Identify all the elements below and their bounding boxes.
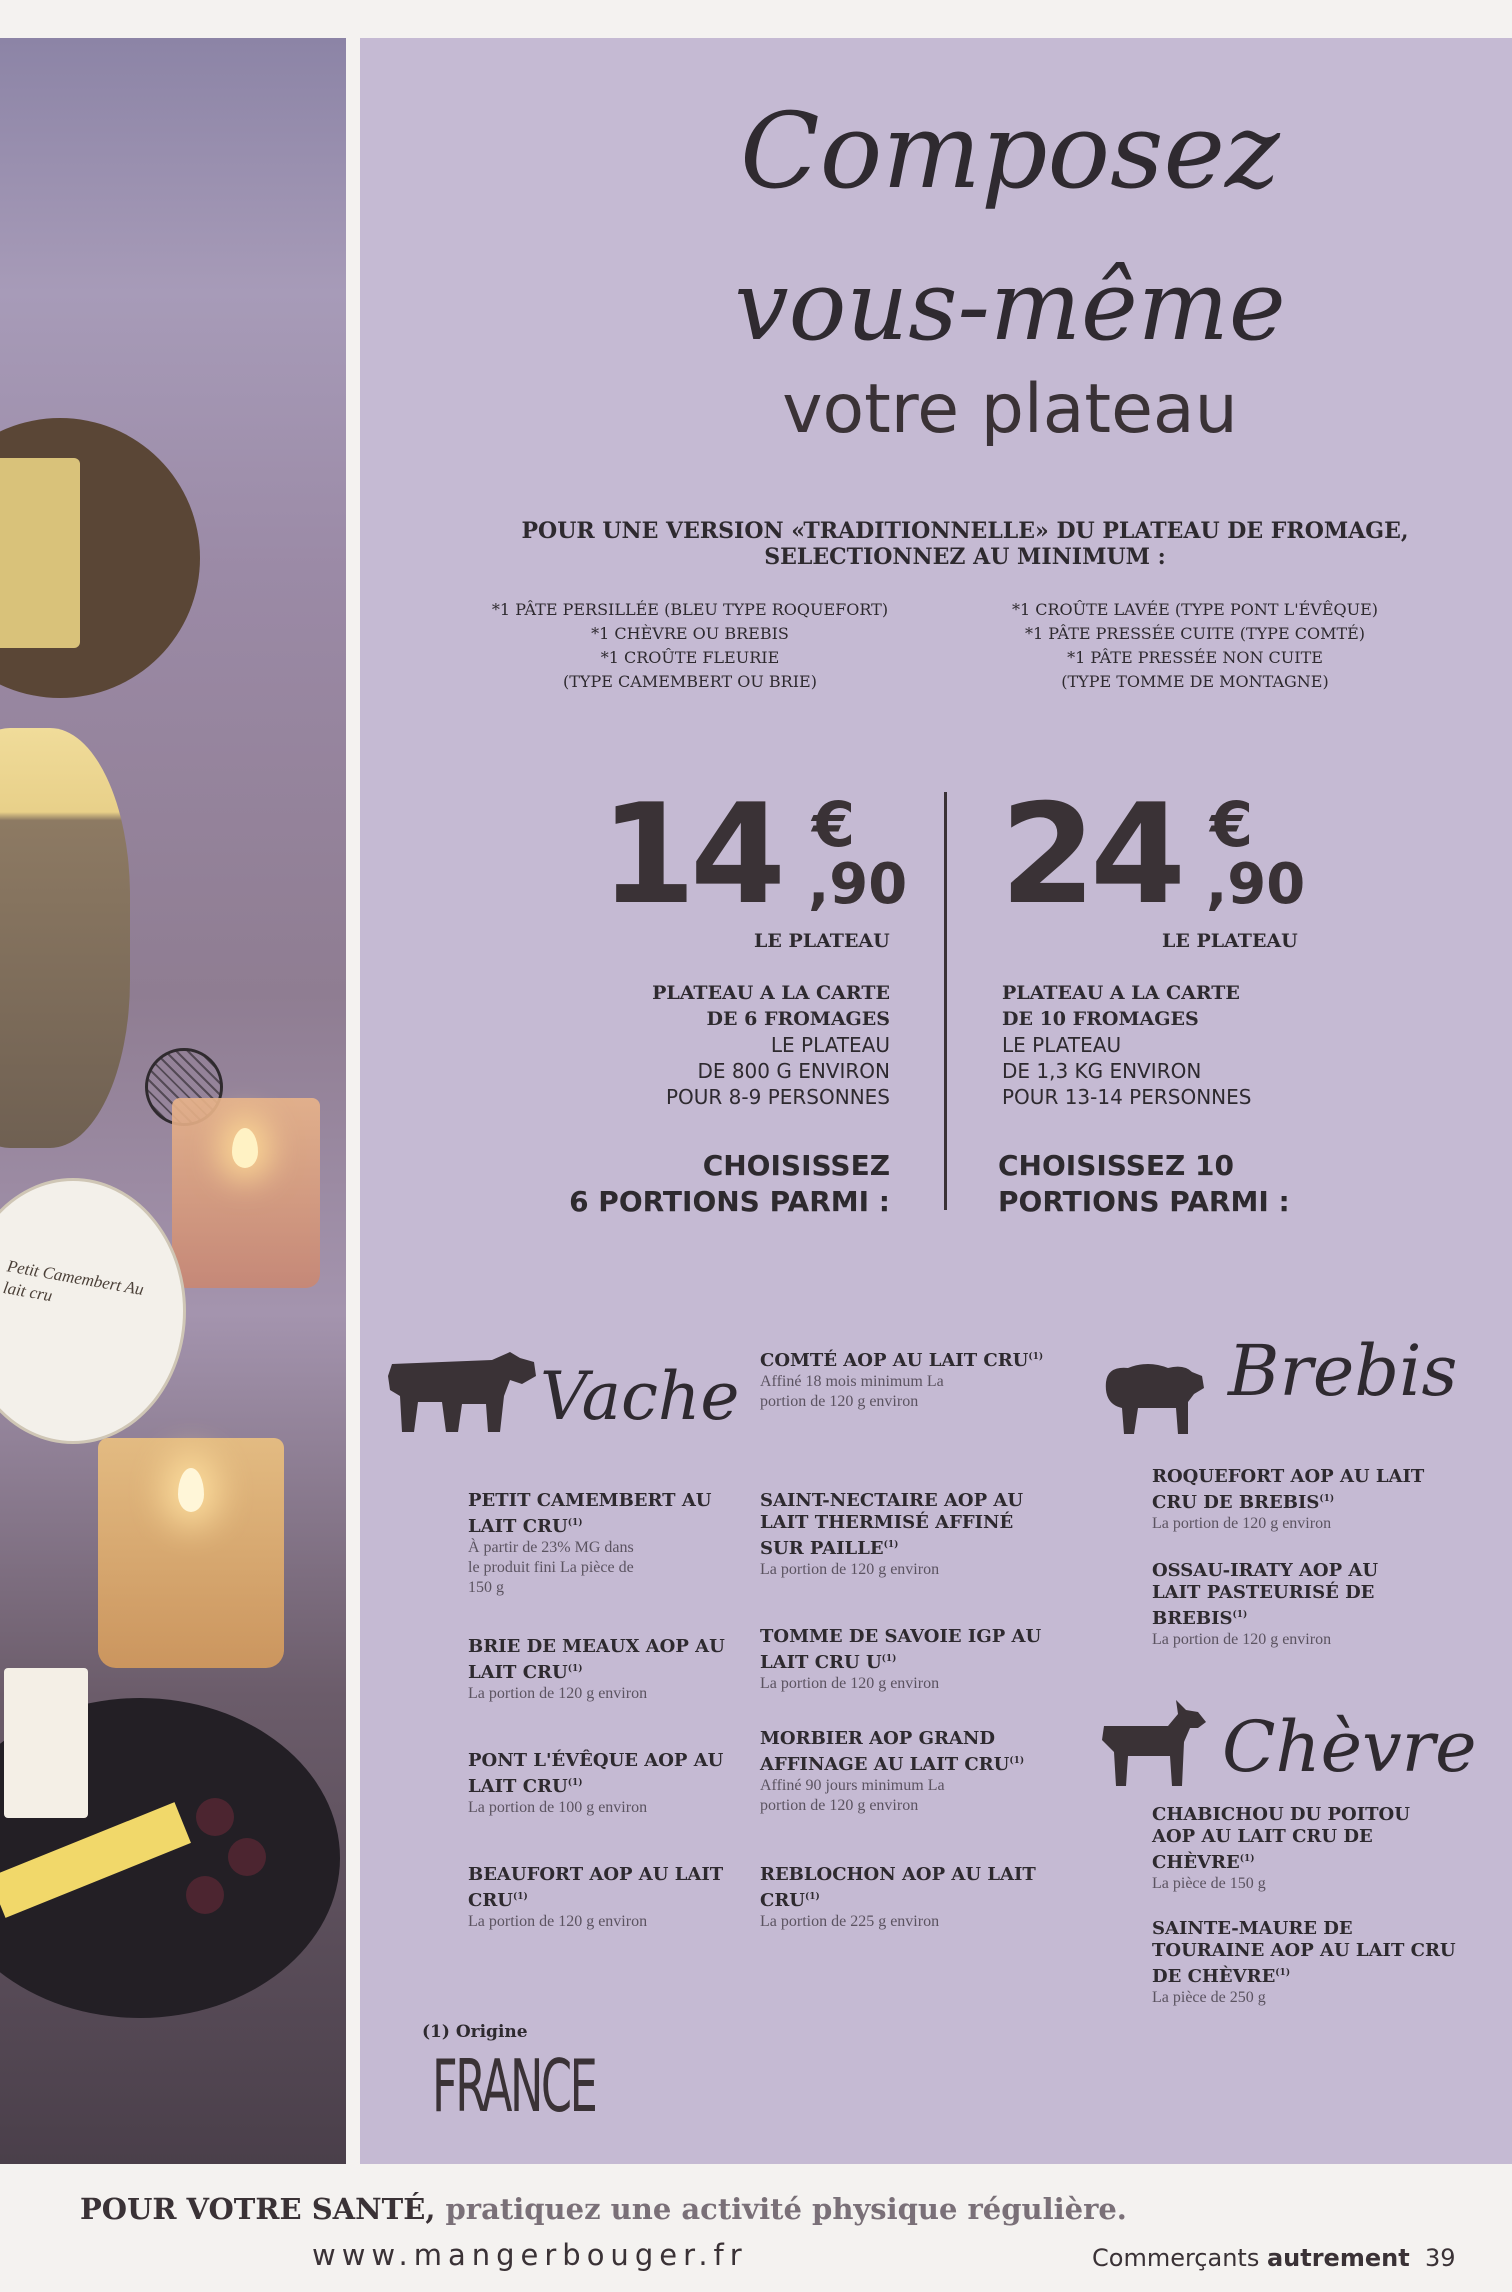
offer-detail: LE PLATEAU xyxy=(1002,1033,1122,1057)
cheese-name: BEAUFORT AOP AU LAIT CRU xyxy=(468,1864,724,1911)
footnote-ref: (1) xyxy=(1232,1610,1248,1620)
footnote-ref: (1) xyxy=(1319,1494,1335,1504)
cheese-wedge xyxy=(0,458,80,648)
offer-detail: POUR 13-14 PERSONNES xyxy=(1002,1085,1252,1109)
health-strong: POUR VOTRE SANTÉ, xyxy=(80,2192,436,2226)
cheese-note: La pièce de 150 g xyxy=(1152,1875,1266,1892)
choose-line: CHOISISSEZ xyxy=(702,1149,890,1182)
selection-heading: POUR UNE VERSION «TRADITIONNELLE» DU PLATEAU DE FROMAGE, xyxy=(521,518,1409,544)
offer-title: DE 6 FROMAGES xyxy=(706,1008,890,1030)
cheese-note: La portion de 120 g environ xyxy=(1152,1631,1332,1648)
cheese-note: La portion de 120 g environ xyxy=(1152,1515,1332,1532)
candle-flame xyxy=(232,1128,258,1168)
requirement: (TYPE CAMEMBERT OU BRIE) xyxy=(563,672,817,691)
requirement: *1 PÂTE PERSILLÉE (BLEU TYPE ROQUEFORT) xyxy=(491,600,889,619)
cheese-name: COMTÉ AOP AU LAIT CRU xyxy=(760,1350,1029,1371)
brand-light: Commerçants xyxy=(1092,2244,1267,2272)
sheep-icon xyxy=(1098,1358,1208,1438)
choose-instruction xyxy=(998,1148,1418,1220)
cheese-note: La portion de 120 g environ xyxy=(468,1685,648,1702)
cheese-item xyxy=(760,1728,1050,1816)
requirement: *1 CROÛTE FLEURIE xyxy=(600,648,780,667)
cheese-name: OSSAU-IRATY AOP AU LAIT PASTEURISÉ DE BREBIS xyxy=(1152,1560,1379,1629)
title-line-2: vous-même xyxy=(734,250,1286,362)
choose-line: CHOISISSEZ 10 xyxy=(998,1149,1235,1182)
cheese-note: La portion de 225 g environ xyxy=(760,1913,940,1930)
footnote-ref: (1) xyxy=(881,1654,897,1664)
price-24-90 xyxy=(1000,774,1306,935)
cheese-name: BRIE DE MEAUX AOP AU LAIT CRU xyxy=(468,1636,725,1683)
page-number: 39 xyxy=(1424,2244,1456,2272)
price-cents: ,90 xyxy=(808,852,908,917)
cheese-name: PETIT CAMEMBERT AU LAIT CRU xyxy=(468,1490,712,1537)
price-whole: 24 xyxy=(1000,774,1181,935)
origin-country: FRANCE xyxy=(432,2044,596,2128)
requirements-left xyxy=(440,598,940,694)
cheese-name: ROQUEFORT AOP AU LAIT CRU DE BREBIS xyxy=(1152,1466,1425,1513)
choose-line: 6 PORTIONS PARMI : xyxy=(569,1185,890,1218)
footnote-ref: (1) xyxy=(804,1892,820,1902)
requirement: *1 CROÛTE LAVÉE (TYPE PONT L'ÉVÊQUE) xyxy=(1011,600,1379,619)
footnote-ref: (1) xyxy=(567,1778,583,1788)
footnote-ref: (1) xyxy=(512,1892,528,1902)
cheese-name: TOMME DE SAVOIE IGP AU LAIT CRU U xyxy=(760,1626,1042,1673)
cheese-item xyxy=(760,1490,1050,1580)
cheese-wheel xyxy=(0,728,130,1148)
brebis-label: Brebis xyxy=(1228,1330,1458,1412)
selection-heading: SELECTIONNEZ AU MINIMUM : xyxy=(764,544,1166,570)
cheese-item xyxy=(1152,1918,1462,2008)
choose-line: PORTIONS PARMI : xyxy=(998,1185,1290,1218)
price-unit: LE PLATEAU xyxy=(1162,930,1298,952)
footnote-ref: (1) xyxy=(567,1518,583,1528)
requirement: *1 CHÈVRE OU BREBIS xyxy=(591,624,789,643)
footnote-ref: (1) xyxy=(1275,1968,1291,1978)
cheese-note: La portion de 100 g environ xyxy=(468,1799,648,1816)
vache-label: Vache xyxy=(540,1358,740,1435)
cheese-item xyxy=(1152,1804,1452,1894)
offer-title: PLATEAU A LA CARTE xyxy=(652,982,890,1004)
origin-footnote: (1) Origine xyxy=(422,2022,528,2042)
cheese-item xyxy=(468,1750,758,1818)
requirement: (TYPE TOMME DE MONTAGNE) xyxy=(1061,672,1329,691)
requirement: *1 PÂTE PRESSÉE NON CUITE xyxy=(1067,648,1323,667)
price-unit: LE PLATEAU xyxy=(754,930,890,952)
grape xyxy=(186,1876,224,1914)
cheese-name: SAINTE-MAURE DE TOURAINE AOP AU LAIT CRU DE CHÈVRE xyxy=(1152,1918,1456,1987)
column-divider xyxy=(944,792,947,1210)
cheese-name: CHABICHOU DU POITOU AOP AU LAIT CRU DE CHÈVRE xyxy=(1152,1804,1410,1873)
cheese-item xyxy=(1152,1466,1452,1534)
cow-icon xyxy=(382,1346,540,1438)
footnote-ref: (1) xyxy=(883,1540,899,1550)
cheese-note: À partir de 23% MG dans le produit fini La pièce de 150 g xyxy=(468,1539,634,1596)
candle-holder xyxy=(172,1098,320,1288)
cheese-note: La pièce de 250 g xyxy=(1152,1989,1266,2006)
price-14-90 xyxy=(600,774,908,935)
price-currency: € xyxy=(1210,788,1254,861)
cheese-name: REBLOCHON AOP AU LAIT CRU xyxy=(760,1864,1036,1911)
cheese-note: Affiné 90 jours minimum La portion de 120 g environ xyxy=(760,1777,945,1814)
camembert-label: Petit Camembert Au lait cru xyxy=(1,1256,146,1306)
requirement: *1 PÂTE PRESSÉE CUITE (TYPE COMTÉ) xyxy=(1024,624,1366,643)
cheese-item xyxy=(760,1864,1050,1932)
offer-description xyxy=(560,980,890,1110)
cheese-item xyxy=(760,1346,1050,1412)
cheese-note: La portion de 120 g environ xyxy=(468,1913,648,1930)
chevre-label: Chèvre xyxy=(1222,1706,1477,1788)
price-cents: ,90 xyxy=(1206,852,1306,917)
goat-icon xyxy=(1098,1696,1208,1792)
cheese-item xyxy=(760,1626,1050,1694)
title-line-1: Composez xyxy=(740,90,1280,212)
footnote-ref: (1) xyxy=(1009,1756,1025,1766)
offer-detail: POUR 8-9 PERSONNES xyxy=(665,1085,890,1109)
website-link[interactable]: www.mangerbouger.fr xyxy=(312,2238,748,2272)
choose-instruction xyxy=(520,1148,890,1220)
cheese-name: PONT L'ÉVÊQUE AOP AU LAIT CRU xyxy=(468,1750,724,1797)
footnote-ref: (1) xyxy=(567,1664,583,1674)
cheese-item xyxy=(468,1490,758,1598)
offer-detail: DE 800 G ENVIRON xyxy=(697,1059,890,1083)
grape xyxy=(228,1838,266,1876)
page-footer xyxy=(1092,2244,1456,2272)
offer-title: DE 10 FROMAGES xyxy=(1002,1008,1199,1030)
price-currency: € xyxy=(812,788,856,861)
cheese-item xyxy=(468,1636,758,1704)
brand-bold: autrement xyxy=(1266,2244,1410,2272)
offer-detail: LE PLATEAU xyxy=(770,1033,890,1057)
cheese-note: La portion de 120 g environ xyxy=(760,1561,940,1578)
cheese-name: SAINT-NECTAIRE AOP AU LAIT THERMISÉ AFFINÉ SUR PAILLE xyxy=(760,1490,1024,1559)
price-whole: 14 xyxy=(600,774,781,935)
footnote-ref: (1) xyxy=(1239,1854,1255,1864)
grape xyxy=(196,1798,234,1836)
offer-detail: DE 1,3 KG ENVIRON xyxy=(1002,1059,1202,1083)
offer-description xyxy=(1002,980,1362,1110)
cheese-item xyxy=(1152,1560,1402,1650)
cheese-name: MORBIER AOP GRAND AFFINAGE AU LAIT CRU xyxy=(760,1728,1010,1775)
offer-title: PLATEAU A LA CARTE xyxy=(1002,982,1240,1004)
candle-flame xyxy=(178,1468,204,1512)
title-line-3: votre plateau xyxy=(782,370,1238,449)
cheese-note: La portion de 120 g environ xyxy=(760,1675,940,1692)
footnote-ref: (1) xyxy=(1028,1352,1044,1362)
cheese-item xyxy=(468,1864,758,1932)
health-rest: pratiquez une activité physique régulière. xyxy=(435,2192,1127,2226)
cheese-note: Affiné 18 mois minimum La portion de 120 g environ xyxy=(760,1373,944,1410)
product-photo xyxy=(0,38,346,2164)
brie-slice xyxy=(4,1668,88,1818)
health-message xyxy=(80,2192,1127,2226)
requirements-right xyxy=(930,598,1460,694)
